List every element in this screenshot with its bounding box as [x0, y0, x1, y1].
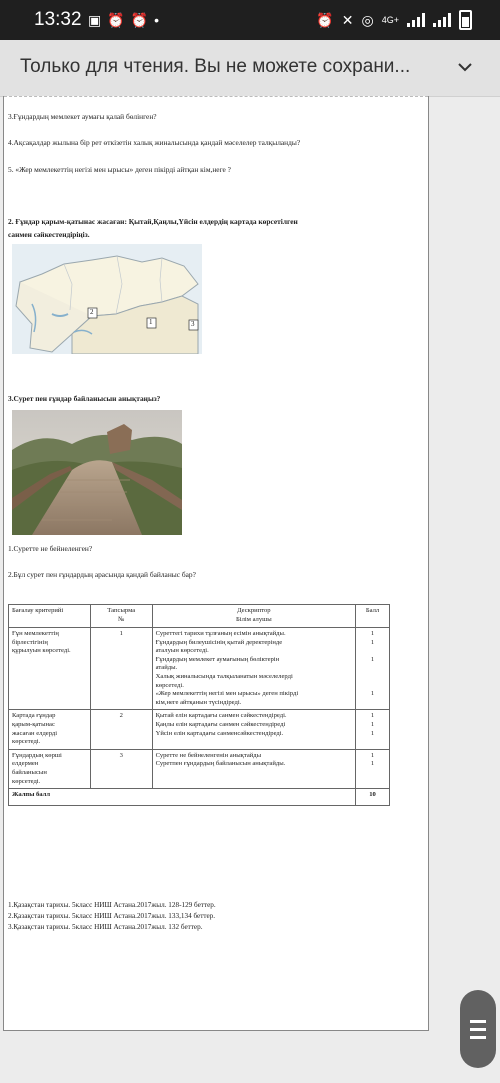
- references: [8, 900, 216, 933]
- header-score: Балл: [356, 605, 390, 628]
- task-3-title: 3.Сурет пен ғұндар байланысын анықтаңыз?: [8, 394, 161, 403]
- question-5: 5. «Жер мемлекеттің негізі мен ырысы» деген пікірді айтқан кім,неге ?: [8, 165, 231, 174]
- question-4: 4.Ақсақалдар жылына бір рет өткізетін халық жиналысында қандай мәселелер талқыланды?: [8, 138, 301, 147]
- criteria-cell: Ғұндардың көрші елдермен байланысын көрсетеді.: [9, 749, 91, 788]
- alarm-icon: ⏰: [316, 11, 334, 28]
- battery-icon: [459, 10, 472, 30]
- question-3: 3.Ғұндардың мемлекет аумағы қалай бөлінген?: [8, 112, 157, 121]
- map-label-3: 3: [191, 320, 195, 328]
- table-total-row: [9, 789, 390, 806]
- gallery-icon: ▣: [88, 12, 108, 28]
- reference-item: 1.Қазақстан тарихы. 5класс НИШ Астана.2017жыл. 128-129 беттер.: [8, 901, 216, 909]
- task-number-cell: 2: [90, 710, 152, 749]
- map-label-1: 1: [149, 318, 153, 326]
- score-cell: 1 1 1 1: [356, 628, 390, 710]
- photo-question-2: 2.Бұл сурет пен ғұндардың арасында қандай байланыс бар?: [8, 570, 196, 579]
- status-bar: [0, 0, 500, 40]
- score-cell: 1 1: [356, 749, 390, 788]
- chevron-down-icon[interactable]: [456, 58, 474, 76]
- total-value: 10: [356, 789, 390, 806]
- table-row: [9, 628, 390, 710]
- photo-question-1: 1.Суретте не бейнеленген?: [8, 544, 93, 553]
- handle-grip-icon: [470, 1028, 486, 1031]
- signal-icon: [407, 13, 425, 27]
- total-label: Жалпы балл: [9, 789, 356, 806]
- score-cell: 1 1 1: [356, 710, 390, 749]
- header-task: Тапсырма №: [90, 605, 152, 628]
- header-criteria: Бағалау критерийі: [9, 605, 91, 628]
- task-2-line-1: 2. Ғұндар қарым-қатынас жасаған: Қытай,Қаңлы,Үйсін елдердің картада көрсетілген: [8, 217, 298, 226]
- descriptor-cell: Суреттегі тарихи тұлғаның есімін анықтайды. Ғұндардың билеушісінің қытай деректерінде аталуын көрсетеді. Ғұндардың мемлекет аумағының бөліктерін атайды. Халық жиналысында талқыланатын мәселелерді көрсетеді. «Жер мемлекеттің негізі мен ырысы» деген пікірді кім,неге айтқанын түсіндіреді.: [152, 628, 356, 710]
- wifi-icon: ◎: [361, 11, 374, 28]
- descriptor-cell: Суретте не бейнеленгенін анықтайды Суретпен ғұндардың байланысын анықтайды.: [152, 749, 356, 788]
- criteria-table: [8, 604, 390, 806]
- handle-grip-icon: [470, 1036, 486, 1039]
- criteria-cell: Ғұн мемлекеттің бірлестігінің құрылуын көрсетеді.: [9, 628, 91, 710]
- network-type: 4G+: [381, 15, 399, 25]
- alarm-icon: ⏰: [130, 12, 155, 28]
- table-header-row: [9, 605, 390, 628]
- descriptor-cell: Қытай елін картадағы санмен сәйкестендіреді. Қаңлы елін картадағы санмен сәйкестендіреді Үйсін елін картадағы санменсәйкестендіреді.: [152, 710, 356, 749]
- task-2-line-2: санмен сәйкестендіріңіз.: [8, 230, 90, 239]
- banner-title: Только для чтения. Вы не можете сохрани...: [20, 56, 411, 77]
- signal-icon: [433, 13, 451, 27]
- document-page: [3, 96, 429, 1031]
- great-wall-photo: [12, 410, 182, 535]
- kazakhstan-map: [12, 244, 202, 354]
- status-time: 13:32: [34, 9, 82, 30]
- scroll-handle[interactable]: [460, 990, 496, 1068]
- criteria-cell: Картада ғұндар қарым-қатынас жасаған елдерді көрсетеді.: [9, 710, 91, 749]
- reference-item: 2.Қазақстан тарихы. 5класс НИШ Астана.2017жыл. 133,134 беттер.: [8, 912, 216, 920]
- read-only-banner[interactable]: [0, 40, 500, 97]
- dot-icon: •: [154, 12, 166, 28]
- table-row: [9, 749, 390, 788]
- handle-grip-icon: [470, 1020, 486, 1023]
- mute-icon: ✕: [341, 11, 354, 28]
- task-number-cell: 3: [90, 749, 152, 788]
- header-descriptor: Дескриптор Білім алушы: [152, 605, 356, 628]
- task-number-cell: 1: [90, 628, 152, 710]
- alarm-icon: ⏰: [107, 12, 131, 28]
- clipped-text-line: [4, 96, 428, 100]
- map-label-2: 2: [90, 308, 94, 316]
- table-row: [9, 710, 390, 749]
- reference-item: 3.Қазақстан тарихы. 5класс НИШ Астана.2017жыл. 132 беттер.: [8, 923, 203, 931]
